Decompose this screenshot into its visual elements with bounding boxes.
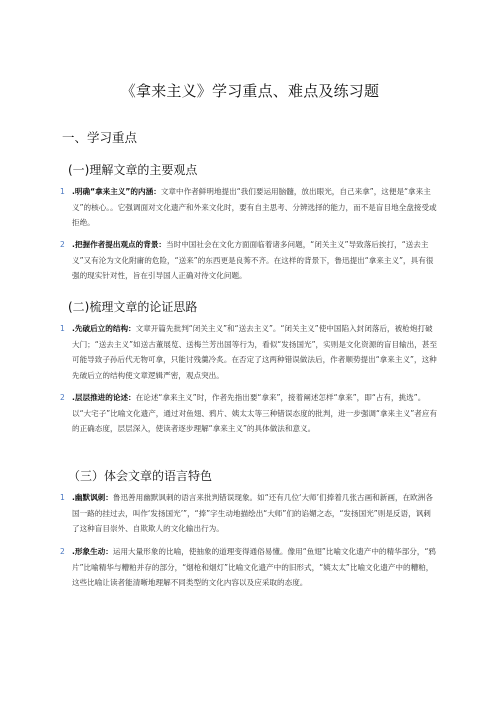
list-item [60, 321, 438, 383]
subheading-main-viewpoints: (一)理解文章的主要观点 [68, 163, 198, 177]
list-item [60, 390, 438, 437]
item-lead: .明确“拿来主义”的内涵： [72, 187, 161, 196]
item-text: 当时中国社会在文化方面面临着诸多问题，“闭关主义”导致落后挨打，“送去主义”又有沦为文化附庸的危险，“送来”的东西更是良莠不齐。在这样的背景下，鲁迅提出“拿来主义”，具有很强的现实针对性，旨在引导国人正确对待文化问题。 [72, 240, 434, 281]
item-lead: .形象生动： [72, 547, 113, 556]
list-item [60, 490, 438, 537]
item-number: 2 [60, 240, 65, 249]
item-text: 文章中作者鲜明地提出“我们要运用脑髓，放出眼光，自己来拿”，这便是“拿来主义”的核心。。它强调面对文化遗产和外来文化时，要有自主思考、分辨选择的能力，而不是盲目地全盘接受或拒绝。 [72, 187, 437, 228]
item-text: 在论述“拿来主义”时，作者先指出要“拿来”，接着阐述怎样“拿来”，即“占有，挑选”。以“大宅子”比喻文化遗产，通过对鱼翅、鸦片、姨太太等三种错误态度的批判，进一步强调“拿来主义”者应有的正确态度，层层深入，使读者逐步理解“拿来主义”的具体做法和意义。 [72, 393, 438, 434]
subheading-language-features: （三）体会文章的语言特色 [68, 469, 213, 483]
item-number: 2 [60, 547, 65, 556]
section-heading-key-points: 一、学习重点 [62, 130, 138, 145]
page-title: 《拿来主义》学习重点、难点及练习题 [120, 82, 380, 100]
item-number: 1 [60, 324, 65, 333]
list-item [60, 544, 438, 591]
item-lead: .先破后立的结构： [72, 324, 136, 333]
item-text: 文章开篇先批判“闭关主义”和“送去主义”。“闭关主义”使中国陷入封闭落后，被枪炮打破大门；“送去主义”如送古董展览、送梅兰芳出国等行为，看似“发扬国光”，实则是文化资源的盲目输出，甚至可能导致子孙后代无物可拿，只能讨残羹冷炙。在否定了这两种错误做法后，作者顺势提出“拿来主义”，这种先破后立的结构使文章逻辑严密，观点突出。 [72, 324, 438, 380]
item-text: 鲁迅善用幽默讽刺的语言来批判错误现象。如“还有几位‘大师’们捧着几张古画和新画，在欧洲各国一路的挂过去，叫作‘发扬国光’”，“捧”字生动地描绘出“大师”们的谄媚之态，“发扬国光”则是反语，讽刺了这种盲目崇外、自欺欺人的文化输出行为。 [72, 493, 433, 534]
item-lead: .幽默讽刺： [72, 493, 113, 502]
item-lead: .把握作者提出观点的背景： [72, 240, 167, 249]
subheading-argument-structure: (二)梳理文章的论证思路 [68, 300, 198, 314]
item-number: 2 [60, 393, 65, 402]
list-item [60, 184, 438, 231]
item-number: 1 [60, 187, 65, 196]
item-lead: .层层推进的论述： [72, 393, 136, 402]
item-number: 1 [60, 493, 65, 502]
item-text: 运用大量形象的比喻，使抽象的道理变得通俗易懂。像用“鱼翅”比喻文化遗产中的精华部分，“鸦片”比喻精华与糟粕并存的部分，“烟枪和烟灯”比喻文化遗产中的旧形式，“姨太太”比喻文化遗产中的糟粕，这些比喻让读者能清晰地理解不同类型的文化内容以及应采取的态度。 [72, 547, 437, 588]
list-item [60, 237, 438, 284]
